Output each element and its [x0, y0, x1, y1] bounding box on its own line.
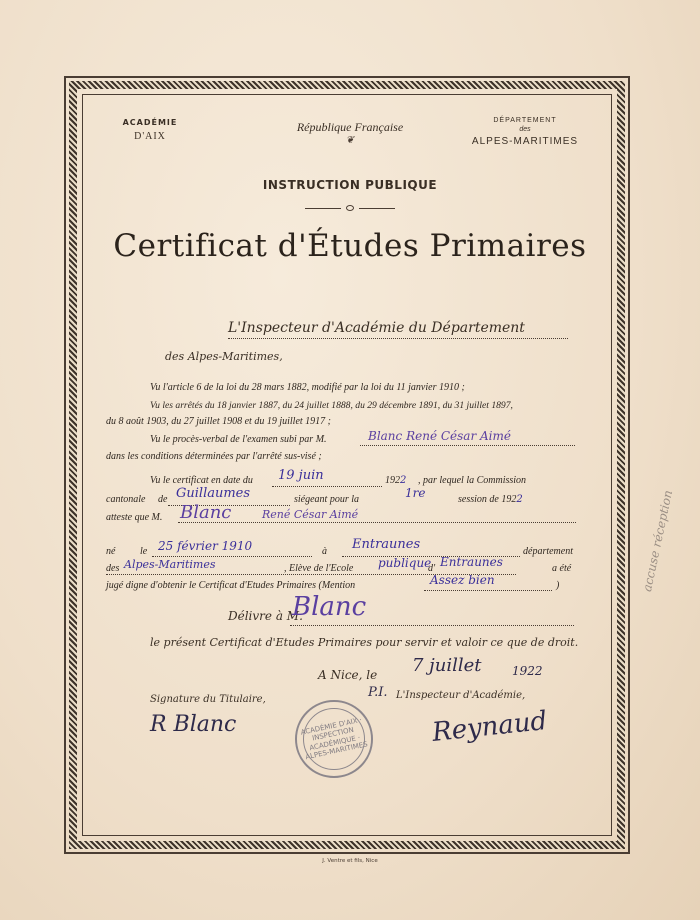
delivre-label: Délivre à M. — [228, 609, 303, 623]
inspecteur-sign-label: L'Inspecteur d'Académie, — [396, 690, 526, 701]
departement-word: département — [523, 546, 573, 557]
canton-name: Guillaumes — [176, 486, 251, 501]
session-label: session de 1922 — [458, 494, 523, 505]
certificat-label: Vu le certificat en date du — [150, 475, 253, 486]
d-label: d' — [428, 563, 436, 574]
birth-place: Entraunes — [352, 537, 421, 552]
academie-stamp — [295, 700, 373, 778]
ne-label: né — [106, 546, 116, 557]
atteste-label: atteste que M. — [106, 512, 163, 523]
siegeant-label: siégeant pour la — [294, 494, 359, 505]
certificat-tail: , par lequel la Commission — [418, 475, 527, 486]
conditions-line: dans les conditions déterminées par l'arrêté sus-visé ; — [106, 451, 322, 462]
eleve-label: , Elève de l'Ecole — [284, 563, 354, 574]
session-number: 1re — [405, 486, 426, 500]
dotted-rule — [360, 445, 575, 446]
dotted-rule — [424, 590, 552, 591]
dotted-rule — [228, 338, 568, 339]
vu-line-2: Vu les arrêtés du 18 janvier 1887, du 24 juillet 1888, du 29 décembre 1891, du 31 juillet 1897, — [150, 400, 513, 411]
dotted-rule — [152, 556, 312, 557]
mention-value: Assez bien — [430, 573, 495, 587]
candidate-name-handwritten: Blanc René César Aimé — [368, 429, 511, 443]
ecole-place: Entraunes — [440, 555, 503, 569]
signing-year: 1922 — [512, 664, 543, 678]
inspecteur-signature: Reynaud — [430, 706, 549, 748]
republique-block — [250, 120, 450, 146]
a-nice-label: A Nice, le — [318, 668, 378, 682]
a-label: à — [322, 546, 327, 557]
dotted-rule — [178, 522, 576, 523]
titulaire-signature: R Blanc — [150, 712, 237, 737]
departement-name: ALPES-MARITIMES — [471, 136, 579, 147]
alpes-maritimes-line: des Alpes-Maritimes, — [165, 350, 283, 363]
cantonale-de: de — [158, 494, 168, 505]
stamp-text: ACADÉMIE D'AIX · INSPECTION ACADÉMIQUE · ALPES-MARITIMES — [300, 716, 369, 762]
vu-line-3: du 8 août 1903, du 27 juillet 1908 et du 19 juillet 1917 ; — [106, 416, 331, 427]
cantonale-label: cantonale — [106, 494, 146, 505]
mention-close: ) — [556, 580, 560, 591]
departement-label: DÉPARTEMENT — [493, 117, 557, 124]
instruction-publique: INSTRUCTION PUBLIQUE — [262, 178, 438, 192]
departement-block — [450, 117, 600, 147]
pencil-annotation: accuse réception — [640, 488, 676, 593]
dept-handwritten: Alpes-Maritimes — [124, 558, 216, 571]
inspecteur-initials: P.I. — [368, 685, 388, 700]
delivre-name: Blanc — [292, 592, 367, 622]
printer-imprint: J. Ventre et fils, Nice — [322, 858, 378, 864]
academie-name: D'AIX — [134, 131, 166, 142]
dotted-rule — [272, 486, 382, 487]
a-ete-label: a été — [552, 563, 572, 574]
present-line: le présent Certificat d'Etudes Primaires pour servir et valoir ce que de droit. — [150, 636, 579, 649]
certificat-year: 1922 — [385, 475, 407, 486]
departement-des: des — [519, 126, 531, 133]
academie-block — [100, 118, 200, 142]
certificate-title: Certificat d'Études Primaires — [113, 228, 587, 264]
juge-label: jugé digne d'obtenir le Certificat d'Etudes Primaires (Mention — [106, 580, 356, 591]
ecole-type: publique — [378, 556, 432, 570]
signature-titulaire-label: Signature du Titulaire, — [150, 694, 266, 705]
vu-line-1: Vu l'article 6 de la loi du 28 mars 1882, modifié par la loi du 11 janvier 1910 ; — [150, 382, 465, 393]
fleuron-icon: ❦ — [345, 135, 355, 146]
le-label: le — [140, 546, 148, 557]
republique-label: République Française — [296, 120, 404, 134]
academie-label: ACADÉMIE — [122, 118, 178, 127]
inspecteur-heading: L'Inspecteur d'Académie du Département — [228, 320, 525, 336]
divider-ornament — [305, 205, 395, 211]
certificat-date: 19 juin — [278, 468, 324, 483]
birth-date: 25 février 1910 — [158, 539, 253, 553]
proces-verbal-label: Vu le procès-verbal de l'examen subi par M. — [150, 434, 327, 445]
dotted-rule — [290, 625, 574, 626]
atteste-given-names: René César Aimé — [262, 508, 359, 521]
signing-date: 7 juillet — [412, 655, 482, 676]
des-label: des — [106, 563, 120, 574]
atteste-surname: Blanc — [180, 502, 232, 523]
